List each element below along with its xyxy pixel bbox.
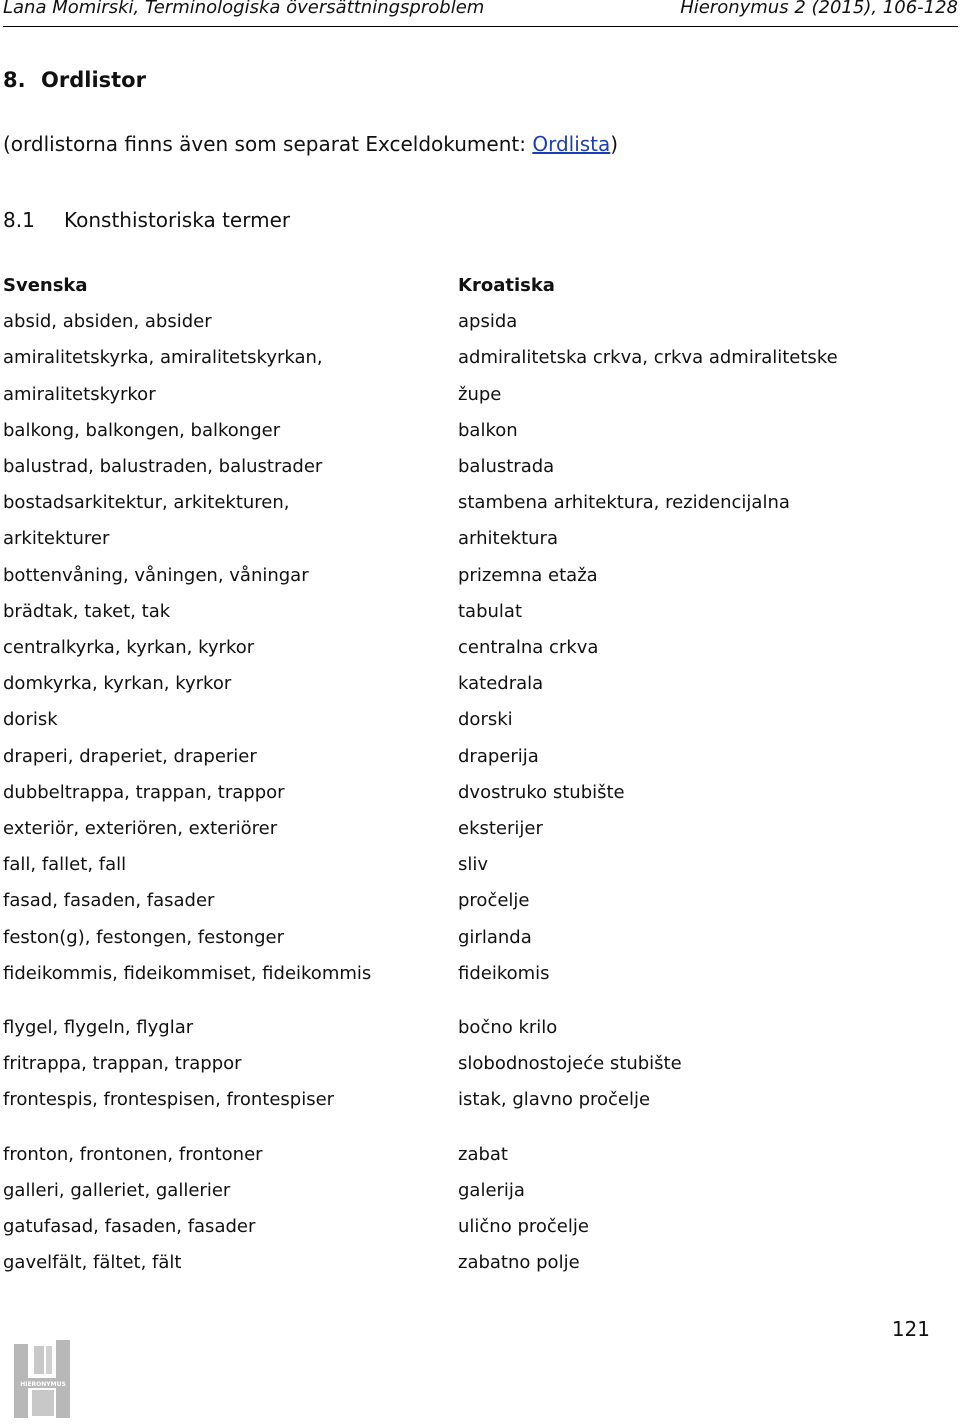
swedish-term: draperi, draperiet, draperier bbox=[3, 745, 257, 767]
row-spacer bbox=[458, 1119, 948, 1137]
section-number: 8. bbox=[3, 68, 26, 92]
croatian-term: arhitektura bbox=[458, 528, 558, 550]
croatian-term: admiralitetska crkva, crkva admiralitetske bbox=[458, 347, 838, 369]
row-spacer bbox=[3, 992, 443, 1010]
swedish-term: gatufasad, fasaden, fasader bbox=[3, 1216, 256, 1238]
croatian-term: dorski bbox=[458, 709, 513, 731]
croatian-header: Kroatiska bbox=[458, 275, 555, 296]
croatian-term: bočno krilo bbox=[458, 1017, 558, 1039]
swedish-term: exteriör, exteriören, exteriörer bbox=[3, 818, 278, 840]
croatian-term: zabat bbox=[458, 1143, 508, 1165]
swedish-term: absid, absiden, absider bbox=[3, 311, 212, 333]
swedish-term: fritrappa, trappan, trappor bbox=[3, 1053, 242, 1075]
swedish-column bbox=[3, 268, 443, 1281]
swedish-term: domkyrka, kyrkan, kyrkor bbox=[3, 673, 232, 695]
croatian-term: apsida bbox=[458, 311, 518, 333]
swedish-term: arkitekturer bbox=[3, 528, 110, 550]
svg-text:HIERONYMUS: HIERONYMUS bbox=[20, 1381, 66, 1388]
subsection-number: 8.1 bbox=[3, 208, 35, 232]
croatian-term: tabulat bbox=[458, 600, 523, 622]
swedish-term: brädtak, taket, tak bbox=[3, 600, 171, 622]
ordlista-link[interactable]: Ordlista bbox=[532, 132, 611, 156]
swedish-term: centralkyrka, kyrkan, kyrkor bbox=[3, 637, 255, 659]
note-prefix: (ordlistorna finns även som separat Exceldokument: bbox=[3, 132, 533, 156]
swedish-term: fronton, frontonen, frontoner bbox=[3, 1143, 263, 1165]
swedish-term: fall, fallet, fall bbox=[3, 854, 127, 876]
croatian-term: župe bbox=[458, 383, 502, 405]
croatian-term: prizemna etaža bbox=[458, 564, 598, 586]
croatian-term: centralna crkva bbox=[458, 637, 599, 659]
croatian-term: girlanda bbox=[458, 926, 532, 948]
croatian-term: istak, glavno pročelje bbox=[458, 1089, 651, 1111]
croatian-term: fideikomis bbox=[458, 962, 550, 984]
swedish-term: fideikommis, fideikommiset, fideikommis bbox=[3, 962, 372, 984]
swedish-term: dubbeltrappa, trappan, trappor bbox=[3, 781, 285, 803]
croatian-term: balkon bbox=[458, 419, 518, 441]
swedish-term: balustrad, balustraden, balustrader bbox=[3, 456, 323, 478]
row-spacer bbox=[458, 992, 948, 1010]
swedish-header: Svenska bbox=[3, 275, 88, 296]
subsection-title: Konsthistoriska termer bbox=[64, 208, 291, 232]
section-title: Ordlistor bbox=[41, 68, 146, 92]
swedish-term: gavelfält, fältet, fält bbox=[3, 1252, 182, 1274]
croatian-term: balustrada bbox=[458, 456, 555, 478]
croatian-term: stambena arhitektura, rezidencijalna bbox=[458, 492, 790, 514]
croatian-term: pročelje bbox=[458, 890, 530, 912]
row-spacer bbox=[3, 1119, 443, 1137]
hieronymus-logo-icon bbox=[12, 1338, 74, 1420]
page-number: 121 bbox=[891, 1317, 930, 1341]
croatian-term: draperija bbox=[458, 745, 539, 767]
swedish-term: dorisk bbox=[3, 709, 58, 731]
swedish-term: fasad, fasaden, fasader bbox=[3, 890, 215, 912]
croatian-column bbox=[458, 268, 948, 1281]
swedish-term: feston(g), festongen, festonger bbox=[3, 926, 284, 948]
croatian-term: katedrala bbox=[458, 673, 544, 695]
excel-note bbox=[3, 130, 618, 158]
subsection-heading bbox=[3, 206, 290, 234]
section-heading bbox=[3, 66, 146, 94]
croatian-term: zabatno polje bbox=[458, 1252, 580, 1274]
header-author-title: Lana Momirski, Terminologiska översättningsproblem bbox=[3, 0, 485, 18]
swedish-term: bostadsarkitektur, arkitekturen, bbox=[3, 492, 290, 514]
swedish-term: galleri, galleriet, gallerier bbox=[3, 1179, 231, 1201]
croatian-term: dvostruko stubište bbox=[458, 781, 625, 803]
header-journal: Hieronymus 2 (2015), 106-128 bbox=[680, 0, 958, 18]
swedish-term: amiralitetskyrkor bbox=[3, 383, 156, 405]
swedish-term: balkong, balkongen, balkonger bbox=[3, 419, 281, 441]
croatian-term: ulično pročelje bbox=[458, 1216, 589, 1238]
swedish-term: flygel, flygeln, flyglar bbox=[3, 1017, 194, 1039]
note-suffix: ) bbox=[610, 132, 619, 156]
croatian-term: slobodnostojeće stubište bbox=[458, 1053, 682, 1075]
swedish-term: bottenvåning, våningen, våningar bbox=[3, 564, 309, 586]
croatian-term: galerija bbox=[458, 1179, 525, 1201]
running-header bbox=[3, 0, 958, 27]
swedish-term: amiralitetskyrka, amiralitetskyrkan, bbox=[3, 347, 323, 369]
croatian-term: eksterijer bbox=[458, 818, 543, 840]
croatian-term: sliv bbox=[458, 854, 489, 876]
swedish-term: frontespis, frontespisen, frontespiser bbox=[3, 1089, 335, 1111]
